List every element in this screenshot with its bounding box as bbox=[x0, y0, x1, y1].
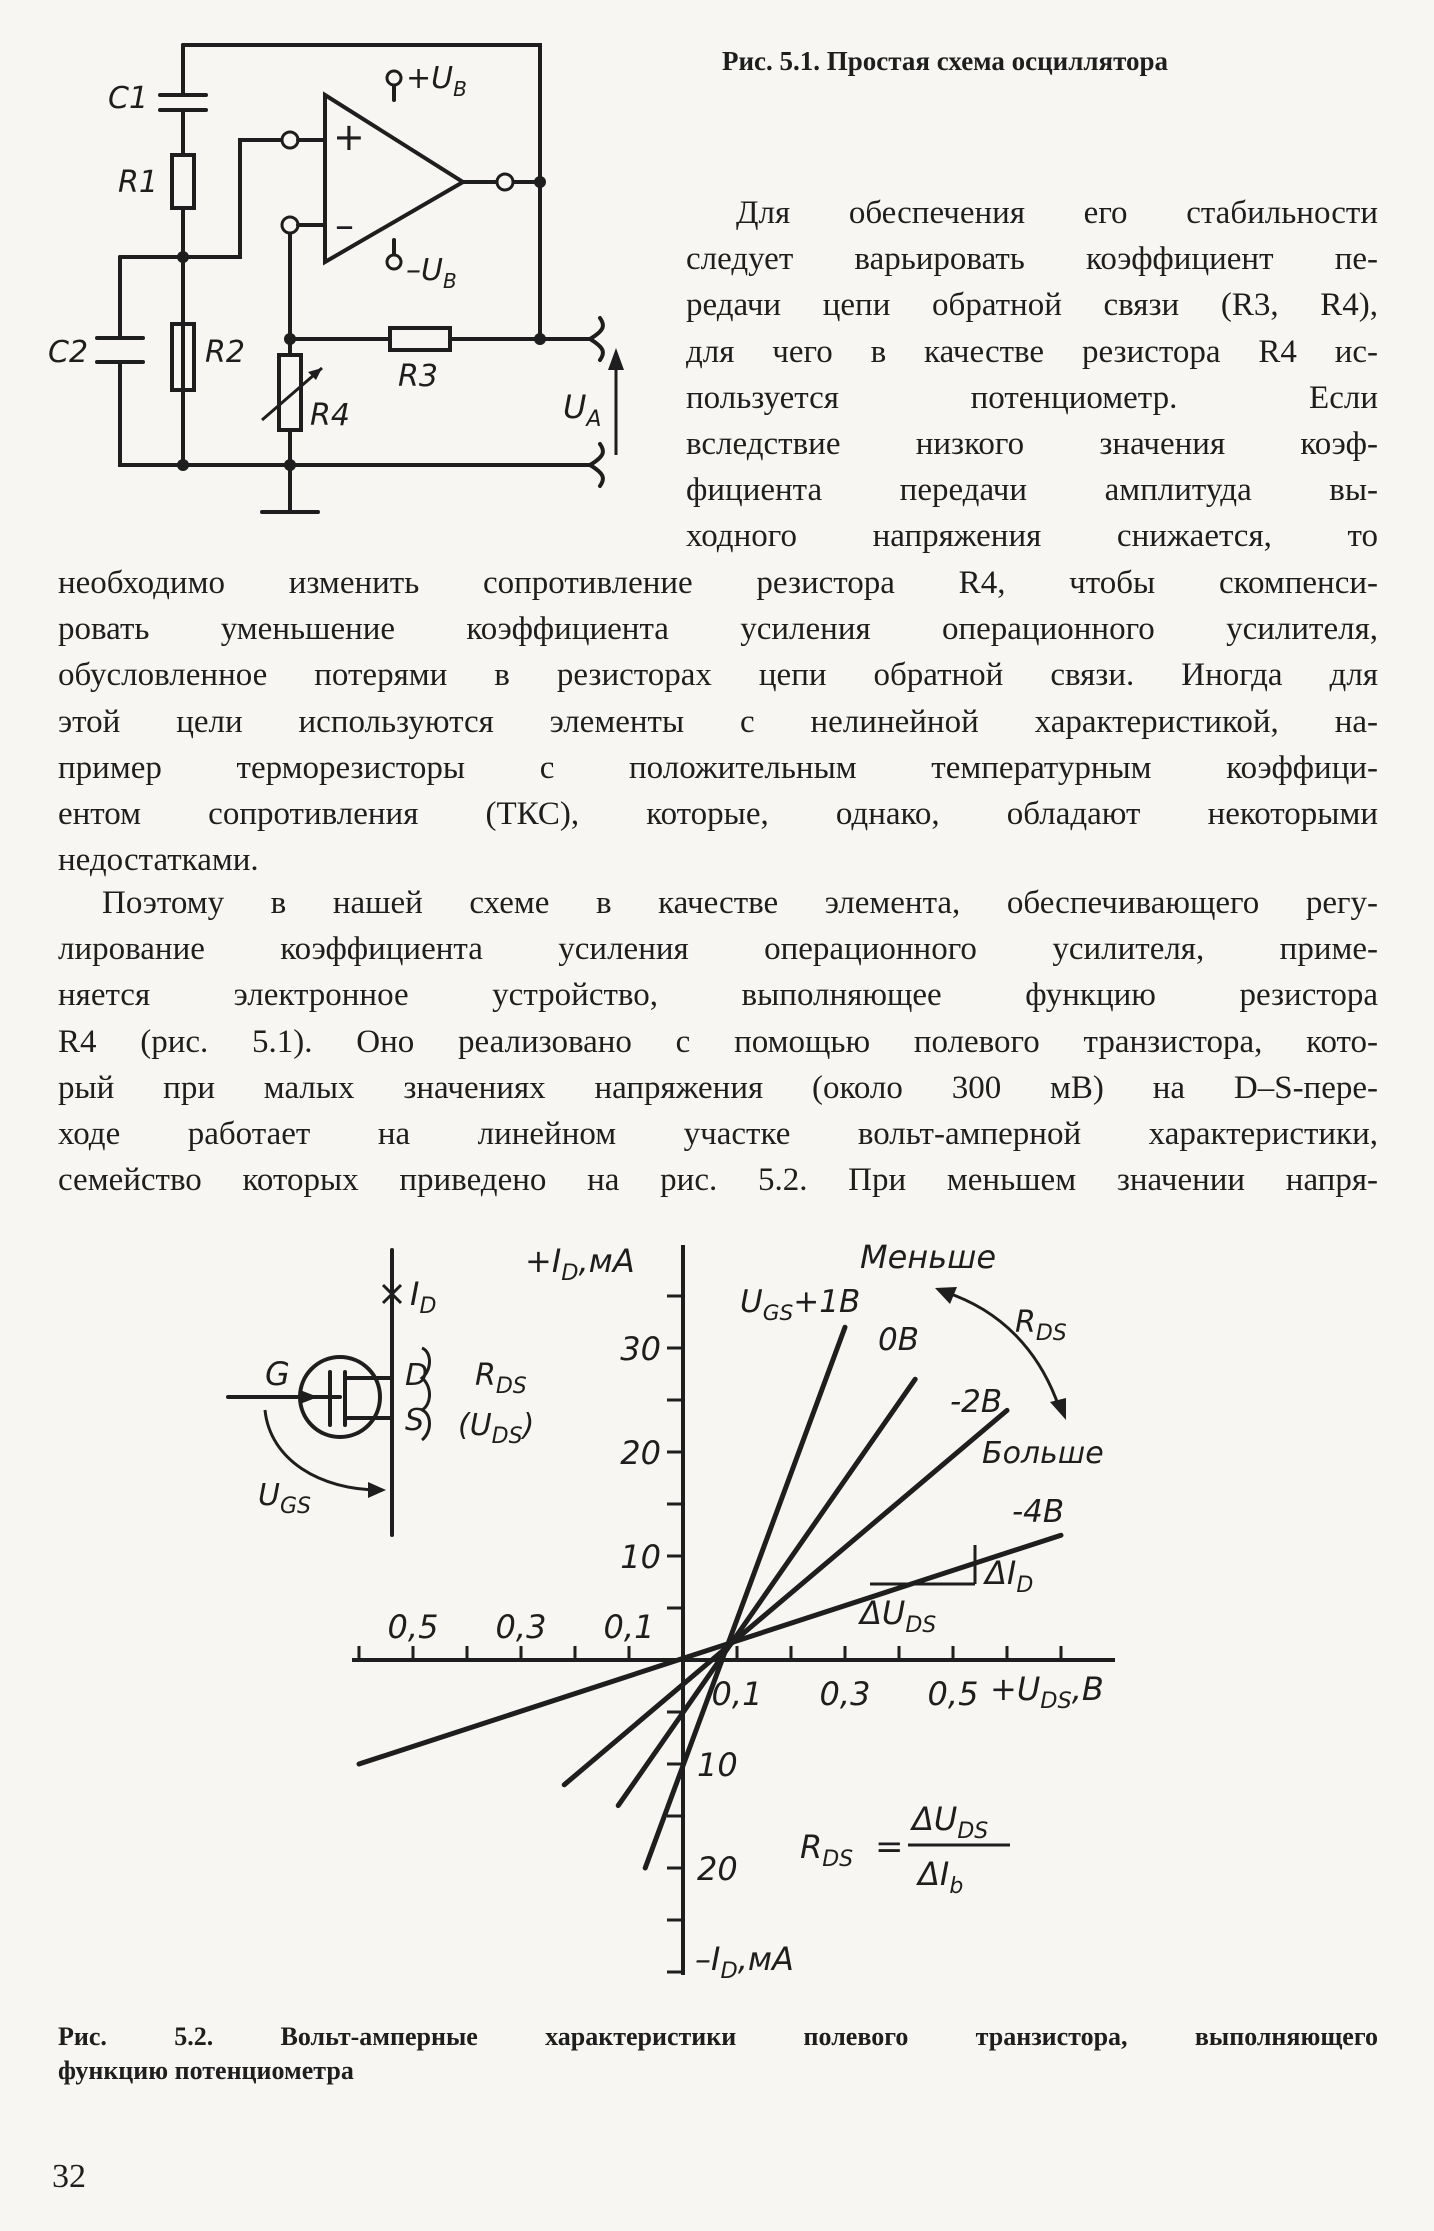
y-tick-label: 30 bbox=[620, 1330, 661, 1368]
text-line: ентом сопротивления (ТКС), которые, однако, обладают некоторыми bbox=[58, 796, 1378, 833]
text-line: Поэтому в нашей схеме в качестве элемента, обеспечивающего регу- bbox=[102, 885, 1378, 921]
text-line: семейство которых приведено на рис. 5.2. При меньшем значении напря- bbox=[58, 1162, 1378, 1199]
op-amp-plus: + bbox=[333, 115, 365, 159]
fet-label-ugs: $U_{GS}$ bbox=[258, 1478, 311, 1519]
y-axis-label: $+I_D,мА$ bbox=[525, 1242, 635, 1286]
label-less: Меньше bbox=[860, 1238, 997, 1276]
label-r3: R3 bbox=[398, 359, 438, 394]
fet-label-d: D bbox=[405, 1358, 429, 1393]
text-line: ходе работает на линейном участке вольт-амперной характеристики, bbox=[58, 1116, 1378, 1153]
text-line: следует варьировать коэффициент пе- bbox=[686, 241, 1378, 278]
text-line: редачи цепи обратной связи (R3, R4), bbox=[686, 287, 1378, 324]
series-label: -2B bbox=[950, 1384, 1003, 1420]
x-tick-label: 0,5 bbox=[927, 1675, 979, 1713]
caption-line: функцию потенциометра bbox=[58, 2056, 354, 2085]
page-number: 32 bbox=[52, 2158, 86, 2195]
text-line: вследствие низкого значения коэф- bbox=[686, 426, 1378, 463]
fet-label-s: S bbox=[405, 1403, 425, 1438]
svg-text:=: = bbox=[875, 1827, 904, 1867]
y-tick-label: 20 bbox=[620, 1434, 661, 1472]
series-line bbox=[645, 1327, 845, 1868]
x-tick-label: 0,1 bbox=[603, 1608, 655, 1646]
svg-text:RDS: $R_{DS}$ bbox=[800, 1828, 854, 1872]
text-line: пример терморезисторы с положительным температурным коэффици- bbox=[58, 749, 1378, 786]
label-r1: R1 bbox=[118, 165, 158, 200]
label-ua: $U_A$ bbox=[563, 388, 602, 432]
text-line: рый при малых значениях напряжения (около 300 мВ) на D–S-пере- bbox=[58, 1069, 1378, 1106]
series-label: -4B bbox=[1012, 1494, 1065, 1530]
text-line: ровать уменьшение коэффициента усиления операционного усилителя, bbox=[58, 611, 1378, 648]
label-more: Больше bbox=[982, 1436, 1104, 1471]
y-tick-label: 10 bbox=[697, 1746, 738, 1784]
text-line: Для обеспечения его стабильности bbox=[736, 195, 1378, 231]
fet-label-rds: $R_{DS}$ bbox=[475, 1358, 527, 1399]
series-line bbox=[618, 1379, 915, 1805]
op-amp-minus: – bbox=[335, 203, 354, 247]
y-axis-neg-label: $-I_D,мА$ bbox=[695, 1940, 794, 1984]
text-line: недостатками. bbox=[58, 842, 259, 879]
x-tick-label: 0,5 bbox=[387, 1608, 439, 1646]
rds-formula bbox=[800, 1800, 1010, 1899]
series-label: 0B bbox=[878, 1322, 919, 1358]
series-line bbox=[359, 1535, 1061, 1764]
text-line: няется электронное устройство, выполняющее функцию резистора bbox=[58, 977, 1378, 1014]
label-rds-arrow: $R_{DS}$ bbox=[1015, 1305, 1067, 1346]
fet-label-uds: $(U_{DS})$ bbox=[458, 1408, 535, 1449]
text-line: для чего в качестве резистора R4 ис- bbox=[686, 333, 1378, 370]
label-c1: C1 bbox=[108, 81, 149, 116]
text-line: лирование коэффициента усиления операционного усилителя, приме- bbox=[58, 931, 1378, 968]
text-line: этой цели используются элементы с нелинейной характеристикой, на- bbox=[58, 703, 1378, 740]
x-tick-label: 0,1 bbox=[711, 1675, 763, 1713]
fet-label-g: G bbox=[265, 1355, 290, 1393]
text-line: необходимо изменить сопротивление резистора R4, чтобы скомпенси- bbox=[58, 565, 1378, 601]
text-line: R4 (рис. 5.1). Оно реализовано с помощью полевого транзистора, кото- bbox=[58, 1023, 1378, 1060]
text-line: обусловленное потерями в резисторах цепи обратной связи. Иногда для bbox=[58, 657, 1378, 694]
label-delta-u: $\Delta U_{DS}$ bbox=[860, 1594, 937, 1638]
y-tick-label: 20 bbox=[697, 1850, 738, 1888]
iv-chart bbox=[352, 1242, 1115, 1984]
svg-text:ΔUDS: $\Delta U_{DS}$ bbox=[912, 1800, 989, 1844]
x-tick-label: 0,3 bbox=[495, 1608, 547, 1646]
label-r2: R2 bbox=[205, 335, 245, 370]
x-tick-label: 0,3 bbox=[819, 1675, 871, 1713]
series-label: $U_{GS}+1B$ bbox=[740, 1284, 861, 1326]
svg-text:ΔIb: $\Delta I_b$ bbox=[918, 1855, 964, 1899]
caption-line: Рис. 5.2. Вольт-амперные характеристики полевого транзистора, выполняющего bbox=[58, 2022, 1378, 2051]
x-axis-label: $+U_{DS},B$ bbox=[990, 1670, 1104, 1714]
fet-label-id: $I_D$ bbox=[410, 1275, 437, 1319]
label-vminus: $-U_B$ bbox=[406, 253, 457, 293]
label-r4: R4 bbox=[310, 398, 350, 433]
fig2-caption bbox=[58, 2020, 1378, 2088]
label-c2: C2 bbox=[48, 335, 89, 370]
text-line: пользуется потенциометр. Если bbox=[686, 379, 1378, 416]
y-tick-label: 10 bbox=[620, 1538, 661, 1576]
label-delta-i: $\Delta I_D$ bbox=[985, 1554, 1034, 1598]
label-vplus: $+U_B$ bbox=[406, 61, 467, 101]
text-line: фициента передачи амплитуда вы- bbox=[686, 472, 1378, 509]
text-line: ходного напряжения снижается, то bbox=[686, 518, 1378, 555]
fig1-caption: Рис. 5.1. Простая схема осциллятора bbox=[722, 46, 1169, 76]
